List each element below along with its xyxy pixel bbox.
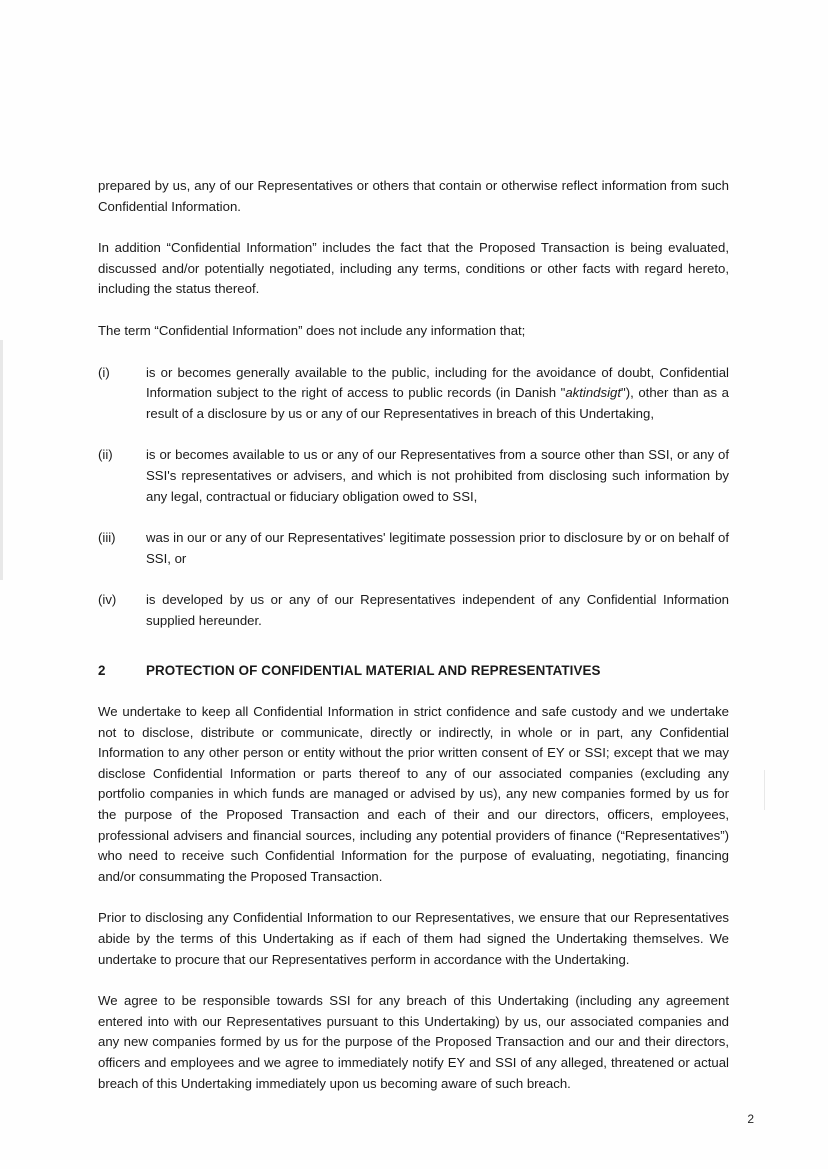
scan-artifact-left (0, 340, 3, 580)
exclusion-text: is or becomes generally available to the public, including for the avoidance of doubt, Confidential Information subject to the right of access to public records (in Danish "aktindsigt"), other than as a result of a disclosure by us or any of our Representatives in breach of this Undertaking, (146, 364, 729, 421)
body-paragraph-2: Prior to disclosing any Confidential Information to our Representatives, we ensure that our Representatives abide by the terms of this Undertaking as if each of them had signed the Undertaking themselves. We undertake to procure that our Representatives perform in accordance with the Undertaking. (98, 910, 729, 967)
intro-paragraph-1: prepared by us, any of our Representatives or others that contain or otherwise reflect information from such Confidential Information. (98, 178, 729, 214)
document-body (98, 176, 729, 1094)
intro-paragraph-2: In addition “Confidential Information” includes the fact that the Proposed Transaction is being evaluated, discussed and/or potentially negotiated, including any terms, conditions or other facts with regard hereto, including the status thereof. (98, 240, 729, 297)
exclusion-number: (iii) (98, 530, 116, 546)
danish-term: aktindsigt (565, 385, 622, 401)
scan-artifact-right (764, 770, 765, 810)
exclusion-item-iv (98, 590, 729, 631)
exclusion-text: is or becomes available to us or any of our Representatives from a source other than SSI, or any of SSI's representatives or advisers, and which is not prohibited from disclosing such information by any legal, contractual or fiduciary obligation owed to SSI, (146, 447, 729, 504)
section-title: PROTECTION OF CONFIDENTIAL MATERIAL AND REPRESENTATIVES (146, 662, 601, 678)
exclusion-number: (ii) (98, 447, 113, 463)
body-paragraph-1: We undertake to keep all Confidential Information in strict confidence and safe custody and we undertake not to disclose, distribute or communicate, directly or indirectly, in whole or in part, any Confidential Information to any other person or entity without the prior written consent of EY or SSI; except that we may disclose Confidential Information or parts thereof to any of our associated companies (excluding any portfolio companies in which funds are managed or advised by us), any new companies formed by us for the purpose of the Proposed Transaction and each of their and our directors, officers, employees, professional advisers and financial sources, including any potential providers of finance (“Representatives”) who need to receive such Confidential Information for the purpose of evaluating, negotiating, financing and/or consummating the Proposed Transaction. (98, 704, 729, 884)
exclusion-text: was in our or any of our Representatives' legitimate possession prior to disclosure by or on behalf of SSI, or (146, 530, 729, 566)
section-number: 2 (98, 662, 106, 678)
section-heading (98, 661, 729, 682)
exclusion-number: (i) (98, 364, 110, 380)
exclusion-text: is developed by us or any of our Representatives independent of any Confidential Information supplied hereunder. (146, 592, 729, 628)
exclusion-item-ii (98, 445, 729, 507)
intro-paragraph-3: The term “Confidential Information” does not include any information that; (98, 322, 526, 338)
exclusion-item-i (98, 363, 729, 425)
exclusion-number: (iv) (98, 592, 117, 608)
exclusion-item-iii (98, 528, 729, 569)
body-paragraph-3: We agree to be responsible towards SSI for any breach of this Undertaking (including any agreement entered into with our Representatives pursuant to this Undertaking) by us, our associated companies and any new companies formed by us for the purpose of the Proposed Transaction and our and their directors, officers and employees and we agree to immediately notify EY and SSI of any alleged, threatened or actual breach of this Undertaking immediately upon us becoming aware of such breach. (98, 993, 729, 1091)
page-number: 2 (747, 1112, 754, 1126)
